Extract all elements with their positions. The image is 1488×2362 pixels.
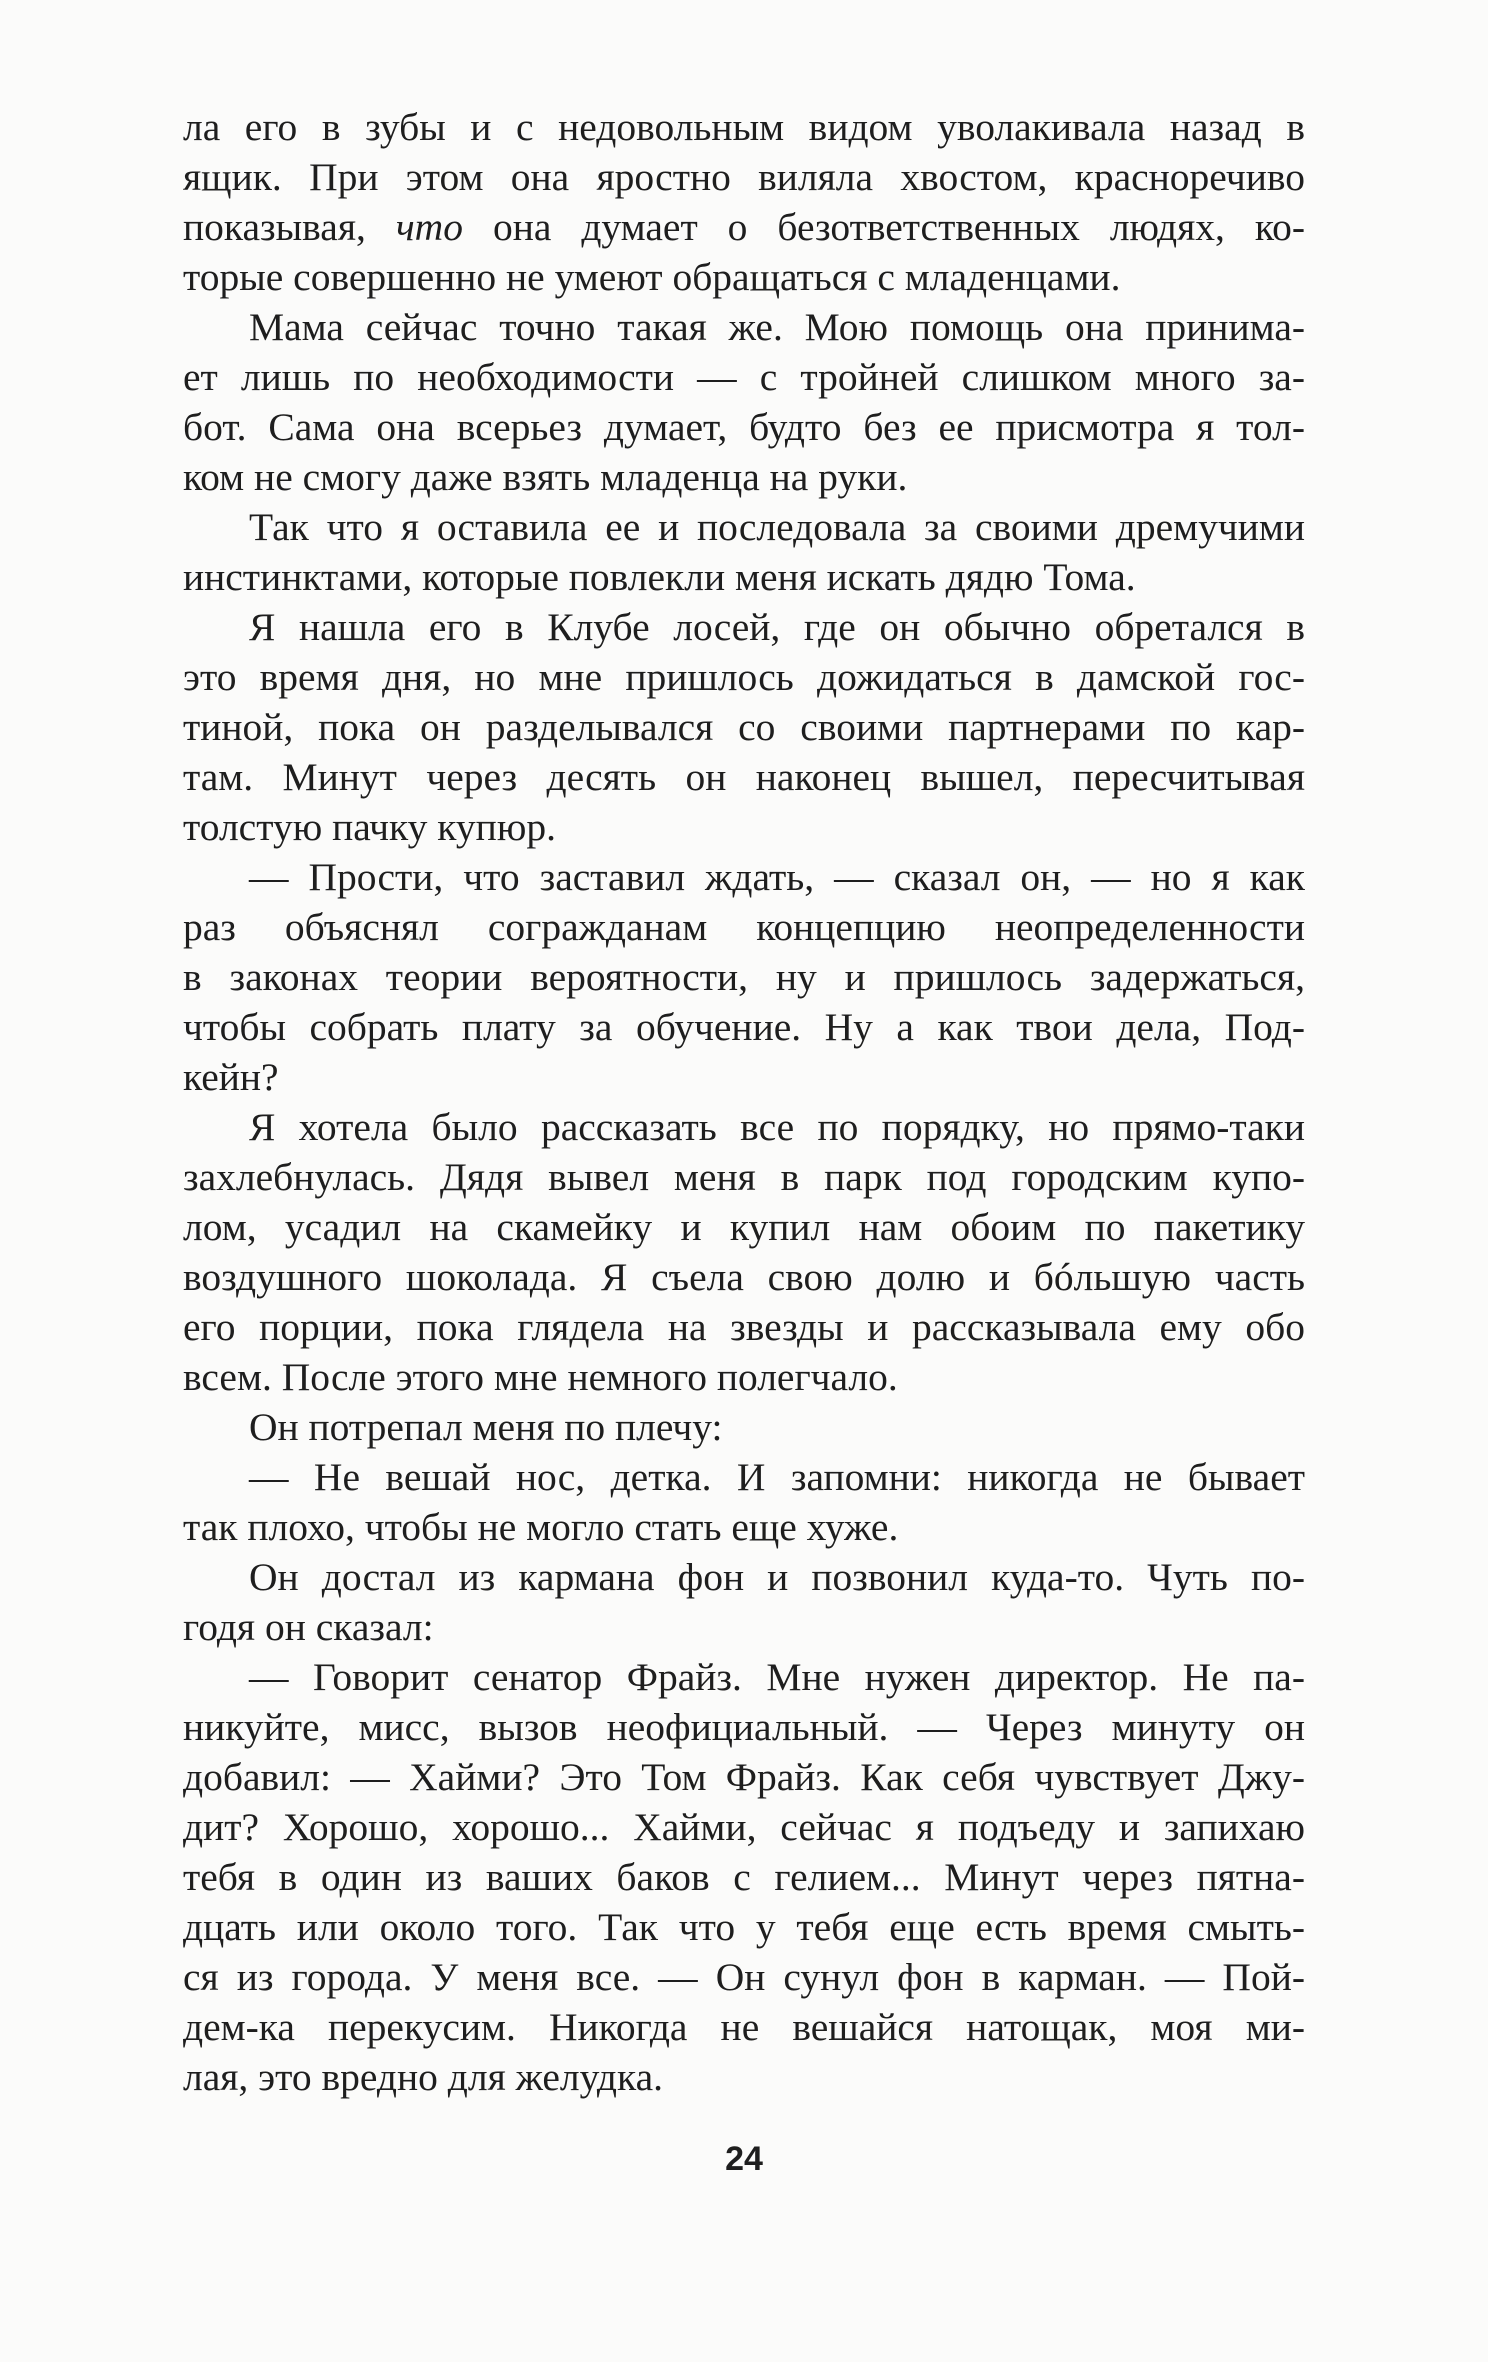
text-line: Я нашла его в Клубе лосей, где он обычно обретался в	[249, 605, 1305, 649]
text-line: всем. После этого мне немного полегчало.	[183, 1355, 898, 1399]
text-line: захлебнулась. Дядя вывел меня в парк под городским купо-	[183, 1155, 1305, 1199]
text-line: его порции, пока глядела на звезды и рассказывала ему обо	[183, 1305, 1305, 1349]
text-line: воздушного шоколада. Я съела свою долю и бóльшую часть	[183, 1255, 1305, 1299]
text-line: в законах теории вероятности, ну и пришлось задержаться,	[183, 955, 1305, 999]
body-text	[183, 102, 1305, 2102]
text-line: Он достал из кармана фон и позвонил куда-то. Чуть по-	[249, 1555, 1305, 1599]
text-fragment: показывая,	[183, 205, 396, 249]
text-line: Он потрепал меня по плечу:	[249, 1405, 723, 1449]
text-line: — Не вешай нос, детка. И запомни: никогда не бывает	[249, 1455, 1305, 1499]
text-line: лом, усадил на скамейку и купил нам обоим по пакетику	[183, 1205, 1305, 1249]
text-line: дит? Хорошо, хорошо... Хайми, сейчас я подъеду и запихаю	[183, 1805, 1305, 1849]
text-line: тиной, пока он разделывался со своими партнерами по кар-	[183, 705, 1305, 749]
text-line: — Прости, что заставил ждать, — сказал он, — но я как	[249, 855, 1305, 899]
text-line: кейн?	[183, 1055, 279, 1099]
text-line: Я хотела было рассказать все по порядку, но прямо-таки	[249, 1105, 1305, 1149]
text-line: ет лишь по необходимости — с тройней слишком много за-	[183, 355, 1305, 399]
text-line: никуйте, мисс, вызов неофициальный. — Через минуту он	[183, 1705, 1305, 1749]
page-number: 24	[725, 2140, 763, 2178]
text-line: ящик. При этом она яростно виляла хвостом, красноречиво	[183, 155, 1305, 199]
text-line: Мама сейчас точно такая же. Мою помощь она принима-	[249, 305, 1305, 349]
text-line: ла его в зубы и с недовольным видом уволакивала назад в	[183, 105, 1305, 149]
text-line: чтобы собрать плату за обучение. Ну а как твои дела, Под-	[183, 1005, 1305, 1049]
text-line-with-italic	[183, 202, 1305, 252]
text-line: Так что я оставила ее и последовала за своими дремучими	[249, 505, 1305, 549]
text-fragment: она думает о безответственных людях, ко-	[462, 205, 1305, 249]
text-line: торые совершенно не умеют обращаться с младенцами.	[183, 255, 1121, 299]
text-line: так плохо, чтобы не могло стать еще хуже.	[183, 1505, 899, 1549]
text-line: бот. Сама она всерьез думает, будто без ее присмотра я тол-	[183, 405, 1305, 449]
text-line: дем-ка перекусим. Никогда не вешайся натощак, моя ми-	[183, 2005, 1305, 2049]
text-line: это время дня, но мне пришлось дожидаться в дамской гос-	[183, 655, 1305, 699]
text-line: раз объяснял согражданам концепцию неопределенности	[183, 905, 1305, 949]
text-line: годя он сказал:	[183, 1605, 434, 1649]
text-line: дцать или около того. Так что у тебя еще есть время смыть-	[183, 1905, 1305, 1949]
text-line: ком не смогу даже взять младенца на руки.	[183, 455, 908, 499]
text-line: лая, это вредно для желудка.	[183, 2055, 663, 2099]
text-line: инстинктами, которые повлекли меня искать дядю Тома.	[183, 555, 1136, 599]
text-line: толстую пачку купюр.	[183, 805, 556, 849]
text-line: тебя в один из ваших баков с гелием... Минут через пятна-	[183, 1855, 1305, 1899]
text-line: там. Минут через десять он наконец вышел, пересчитывая	[183, 755, 1305, 799]
text-line: добавил: — Хайми? Это Том Фрайз. Как себя чувствует Джу-	[183, 1755, 1305, 1799]
text-line: — Говорит сенатор Фрайз. Мне нужен директор. Не па-	[249, 1655, 1305, 1699]
italic-word: что	[395, 205, 463, 249]
text-line: ся из города. У меня все. — Он сунул фон в карман. — Пой-	[183, 1955, 1305, 1999]
